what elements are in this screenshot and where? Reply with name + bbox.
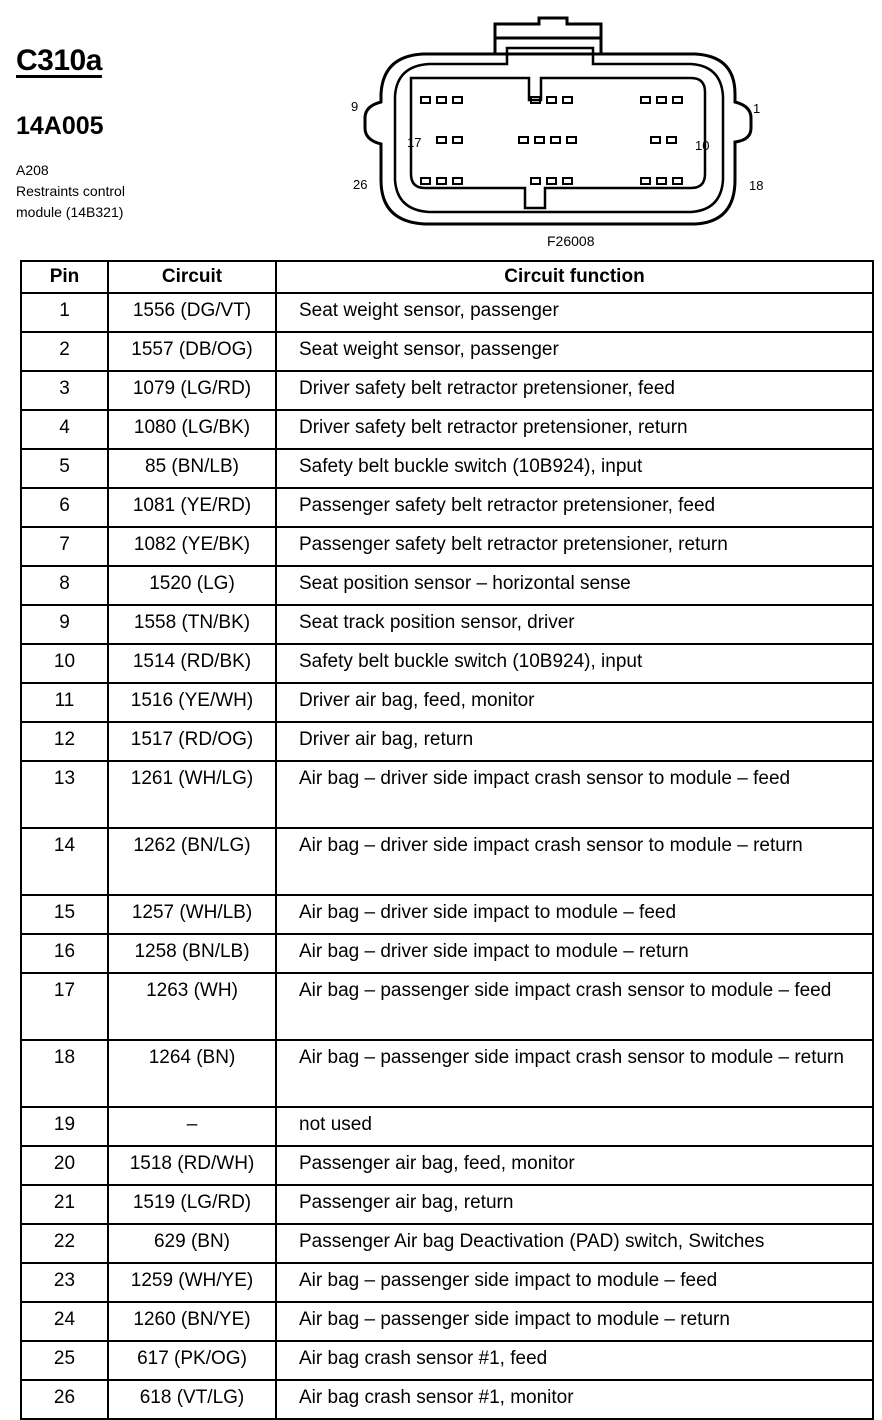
pin-label-26: 26 [353, 177, 368, 192]
table-row [21, 1302, 873, 1341]
pin-cell: 5 [21, 449, 108, 488]
pin-cell: 18 [21, 1040, 108, 1107]
circuit-cell: 1514 (RD/BK) [108, 644, 276, 683]
circuit-cell: 1557 (DB/OG) [108, 332, 276, 371]
pin-cell: 8 [21, 566, 108, 605]
function-cell: not used [276, 1107, 873, 1146]
circuit-cell: 629 (BN) [108, 1224, 276, 1263]
circuit-cell: 1556 (DG/VT) [108, 293, 276, 332]
function-cell: Safety belt buckle switch (10B924), input [276, 644, 873, 683]
table-row [21, 934, 873, 973]
pin-cell: 15 [21, 895, 108, 934]
pin-cell: 22 [21, 1224, 108, 1263]
function-cell: Air bag – driver side impact to module – feed [276, 895, 873, 934]
pin-cell: 21 [21, 1185, 108, 1224]
module-code: A208 [16, 162, 49, 178]
function-cell: Seat track position sensor, driver [276, 605, 873, 644]
table-row [21, 683, 873, 722]
pin-cell: 25 [21, 1341, 108, 1380]
function-cell: Driver safety belt retractor pretensioner, feed [276, 371, 873, 410]
function-cell: Air bag – passenger side impact to module – return [276, 1302, 873, 1341]
header-pin: Pin [21, 261, 108, 293]
circuit-cell: 1517 (RD/OG) [108, 722, 276, 761]
pin-cell: 19 [21, 1107, 108, 1146]
function-cell: Air bag – driver side impact to module – return [276, 934, 873, 973]
pin-cell: 2 [21, 332, 108, 371]
function-cell: Air bag – driver side impact crash sensor to module – feed [276, 761, 873, 828]
circuit-cell: 1079 (LG/RD) [108, 371, 276, 410]
pin-cell: 4 [21, 410, 108, 449]
table-row [21, 527, 873, 566]
pin-cavities [421, 97, 682, 184]
pin-cell: 7 [21, 527, 108, 566]
function-cell: Passenger safety belt retractor pretensioner, feed [276, 488, 873, 527]
pin-cell: 17 [21, 973, 108, 1040]
pin-cell: 16 [21, 934, 108, 973]
pin-cell: 14 [21, 828, 108, 895]
function-cell: Seat weight sensor, passenger [276, 332, 873, 371]
function-cell: Driver air bag, feed, monitor [276, 683, 873, 722]
function-cell: Air bag – passenger side impact crash sensor to module – feed [276, 973, 873, 1040]
circuit-cell: 1080 (LG/BK) [108, 410, 276, 449]
pin-table [20, 260, 874, 1420]
table-row [21, 644, 873, 683]
table-row [21, 828, 873, 895]
table-row [21, 410, 873, 449]
function-cell: Air bag – passenger side impact crash sensor to module – return [276, 1040, 873, 1107]
connector-face-diagram [345, 12, 775, 244]
table-row [21, 605, 873, 644]
function-cell: Air bag crash sensor #1, feed [276, 1341, 873, 1380]
pin-label-10: 10 [695, 138, 710, 153]
pin-cell: 1 [21, 293, 108, 332]
header-circuit: Circuit [108, 261, 276, 293]
circuit-cell: 1558 (TN/BK) [108, 605, 276, 644]
table-row [21, 371, 873, 410]
pin-label-9: 9 [351, 99, 359, 114]
circuit-cell: 1259 (WH/YE) [108, 1263, 276, 1302]
pin-cell: 20 [21, 1146, 108, 1185]
table-row [21, 332, 873, 371]
table-row [21, 1040, 873, 1107]
function-cell: Air bag – driver side impact crash sensor to module – return [276, 828, 873, 895]
figure-code: F26008 [547, 233, 595, 249]
connector-id: C310a [16, 44, 102, 77]
circuit-cell: 1257 (WH/LB) [108, 895, 276, 934]
table-row [21, 722, 873, 761]
function-cell: Driver air bag, return [276, 722, 873, 761]
module-info [16, 160, 125, 223]
circuit-cell: 1082 (YE/BK) [108, 527, 276, 566]
table-row [21, 973, 873, 1040]
pin-cell: 6 [21, 488, 108, 527]
function-cell: Air bag – passenger side impact to module – feed [276, 1263, 873, 1302]
function-cell: Passenger Air bag Deactivation (PAD) switch, Switches [276, 1224, 873, 1263]
function-cell: Air bag crash sensor #1, monitor [276, 1380, 873, 1419]
circuit-cell: 617 (PK/OG) [108, 1341, 276, 1380]
table-row [21, 1224, 873, 1263]
function-cell: Seat position sensor – horizontal sense [276, 566, 873, 605]
table-row [21, 566, 873, 605]
circuit-cell: – [108, 1107, 276, 1146]
pin-cell: 13 [21, 761, 108, 828]
pin-cell: 3 [21, 371, 108, 410]
function-cell: Safety belt buckle switch (10B924), input [276, 449, 873, 488]
pin-label-18: 18 [749, 178, 764, 193]
circuit-cell: 1516 (YE/WH) [108, 683, 276, 722]
circuit-cell: 1260 (BN/YE) [108, 1302, 276, 1341]
module-name-line2: module (14B321) [16, 204, 124, 220]
table-row [21, 1107, 873, 1146]
table-header-row [21, 261, 873, 293]
pin-cell: 23 [21, 1263, 108, 1302]
pin-cell: 10 [21, 644, 108, 683]
table-row [21, 293, 873, 332]
function-cell: Passenger air bag, feed, monitor [276, 1146, 873, 1185]
circuit-cell: 1262 (BN/LG) [108, 828, 276, 895]
circuit-cell: 85 (BN/LB) [108, 449, 276, 488]
table-row [21, 1341, 873, 1380]
table-row [21, 1380, 873, 1419]
table-row [21, 488, 873, 527]
circuit-cell: 618 (VT/LG) [108, 1380, 276, 1419]
circuit-cell: 1081 (YE/RD) [108, 488, 276, 527]
module-name-line1: Restraints control [16, 183, 125, 199]
pin-label-1: 1 [753, 101, 761, 116]
header-function: Circuit function [276, 261, 873, 293]
circuit-cell: 1519 (LG/RD) [108, 1185, 276, 1224]
part-number: 14A005 [16, 112, 104, 140]
table-row [21, 761, 873, 828]
circuit-cell: 1258 (BN/LB) [108, 934, 276, 973]
pin-label-17: 17 [407, 135, 422, 150]
circuit-cell: 1520 (LG) [108, 566, 276, 605]
table-row [21, 449, 873, 488]
table-row [21, 1146, 873, 1185]
pin-cell: 26 [21, 1380, 108, 1419]
function-cell: Seat weight sensor, passenger [276, 293, 873, 332]
table-row [21, 895, 873, 934]
function-cell: Passenger safety belt retractor pretensioner, return [276, 527, 873, 566]
function-cell: Driver safety belt retractor pretensioner, return [276, 410, 873, 449]
pin-cell: 9 [21, 605, 108, 644]
circuit-cell: 1261 (WH/LG) [108, 761, 276, 828]
function-cell: Passenger air bag, return [276, 1185, 873, 1224]
table-row [21, 1263, 873, 1302]
table-row [21, 1185, 873, 1224]
circuit-cell: 1263 (WH) [108, 973, 276, 1040]
circuit-cell: 1518 (RD/WH) [108, 1146, 276, 1185]
pin-cell: 24 [21, 1302, 108, 1341]
pin-cell: 11 [21, 683, 108, 722]
circuit-cell: 1264 (BN) [108, 1040, 276, 1107]
pin-cell: 12 [21, 722, 108, 761]
